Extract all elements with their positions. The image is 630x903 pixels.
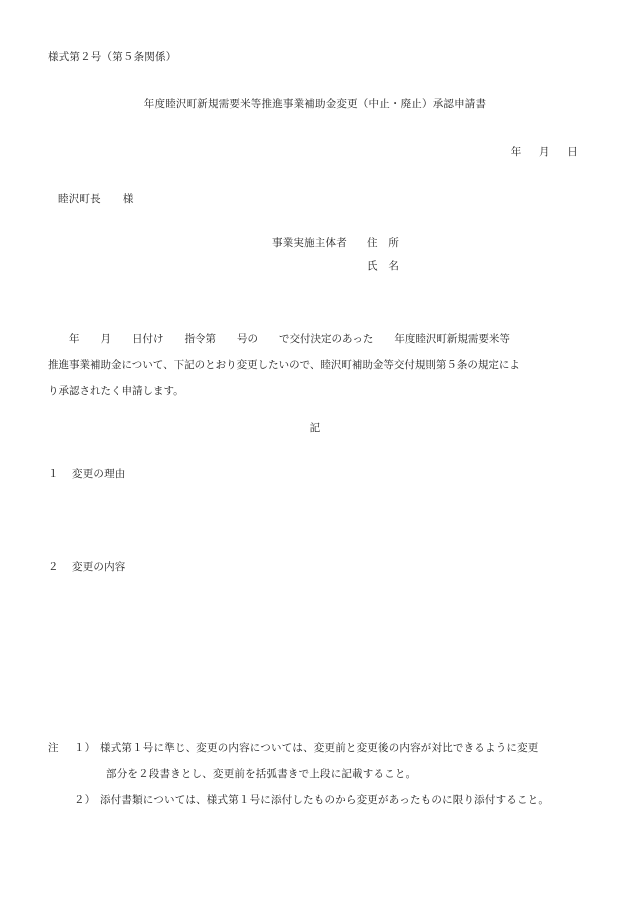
section-number: １	[48, 468, 59, 480]
date-day: 日	[567, 146, 578, 158]
notes-prefix: 注	[48, 742, 59, 754]
applicant-block	[272, 236, 399, 282]
body-line-1: 年 月 日付け 指令第 号の で交付決定のあった 年度睦沢町新規需要米等	[48, 333, 510, 345]
section-label: 変更の内容	[72, 561, 126, 573]
notes-block	[48, 741, 549, 819]
date-year: 年	[510, 146, 522, 158]
note-item-1-continued: 部分を２段書きとし、変更前を括弧書きで上段に記載すること。	[106, 768, 417, 780]
body-line-3: り承認されたく申請します。	[48, 385, 184, 397]
section-number: ２	[48, 561, 59, 573]
applicant-address-row	[272, 236, 399, 259]
note-item-2	[48, 793, 549, 819]
addressee-honorific: 様	[122, 193, 134, 205]
date-field	[511, 145, 578, 159]
ki-heading: 記	[309, 422, 321, 434]
form-number: 様式第２号（第５条関係）	[48, 51, 177, 63]
note-text: 添付書類については、様式第１号に添付したものから変更があったものに限り添付すること。	[100, 794, 550, 806]
section-content	[48, 560, 126, 574]
applicant-name-row	[272, 259, 399, 282]
document-title: 年度睦沢町新規需要米等推進事業補助金変更（中止・廃止）承認申請書	[143, 98, 487, 110]
addressee	[58, 192, 134, 206]
note-number: ２）	[74, 794, 96, 806]
body-paragraph	[48, 326, 588, 404]
body-line-2: 推進事業補助金について、下記のとおり変更したいので、睦沢町補助金等交付規則第５条の規定によ	[48, 359, 520, 371]
addressee-name: 睦沢町長	[58, 193, 101, 205]
date-month: 月	[539, 146, 550, 158]
applicant-org-label: 事業実施主体者	[272, 237, 347, 249]
note-number: １）	[74, 742, 96, 754]
section-label: 変更の理由	[72, 468, 126, 480]
note-text: 様式第１号に準じ、変更の内容については、変更前と変更後の内容が対比できるように変更	[100, 742, 539, 754]
section-reason	[48, 467, 126, 481]
applicant-address-label: 住 所	[367, 237, 400, 249]
note-item-1	[48, 741, 549, 767]
applicant-name-label: 氏 名	[367, 260, 400, 272]
